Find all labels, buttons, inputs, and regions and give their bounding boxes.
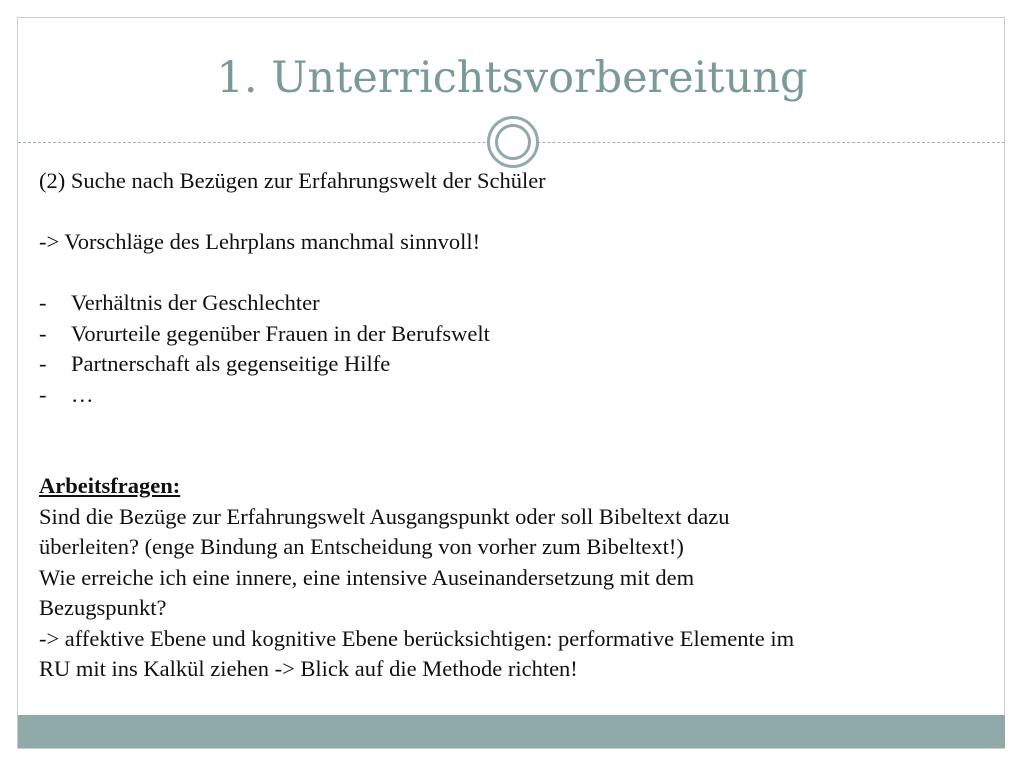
slide-body (39, 166, 999, 685)
bullet-marker: - (39, 351, 47, 376)
question-line: Wie erreiche ich eine innere, eine intensive Auseinandersetzung mit dem (39, 564, 695, 590)
question-line: -> affektive Ebene und kognitive Ebene berücksichtigen: performative Elemente im (39, 625, 795, 651)
note-text: -> Vorschläge des Lehrplans manchmal sinnvoll! (39, 229, 481, 254)
list-item (39, 380, 999, 411)
list-item-text: Partnerschaft als gegenseitige Hilfe (71, 351, 391, 376)
spacer (39, 410, 999, 471)
question-line: überleiten? (enge Bindung an Entscheidung von vorher zum Bibeltext!) (39, 534, 684, 559)
question-line: Bezugspunkt? (39, 595, 167, 620)
list-item-text: … (71, 381, 94, 407)
spacer (39, 197, 999, 228)
intro-text: (2) Suche nach Bezügen zur Erfahrungswelt der Schüler (39, 168, 546, 193)
list-item (39, 288, 999, 319)
bullet-marker: - (39, 290, 47, 315)
question-line: Sind die Bezüge zur Erfahrungswelt Ausgangspunkt oder soll Bibeltext dazu (39, 503, 730, 529)
bullet-marker: - (39, 320, 47, 346)
bullet-marker: - (39, 381, 47, 407)
ring-inner-icon (495, 124, 531, 160)
list-item-text: Verhältnis der Geschlechter (71, 290, 320, 315)
questions-heading: Arbeitsfragen: (39, 473, 181, 498)
list-item (39, 319, 999, 350)
ring-ornament-icon (487, 116, 539, 168)
list-item-text: Vorurteile gegenüber Frauen in der Berufswelt (71, 320, 490, 346)
list-item (39, 349, 999, 380)
footer-accent-bar (18, 715, 1005, 748)
slide-title: 1. Unterrichtsvorbereitung (216, 53, 808, 103)
question-line: RU mit ins Kalkül ziehen -> Blick auf die Methode richten! (39, 656, 578, 681)
spacer (39, 258, 999, 289)
